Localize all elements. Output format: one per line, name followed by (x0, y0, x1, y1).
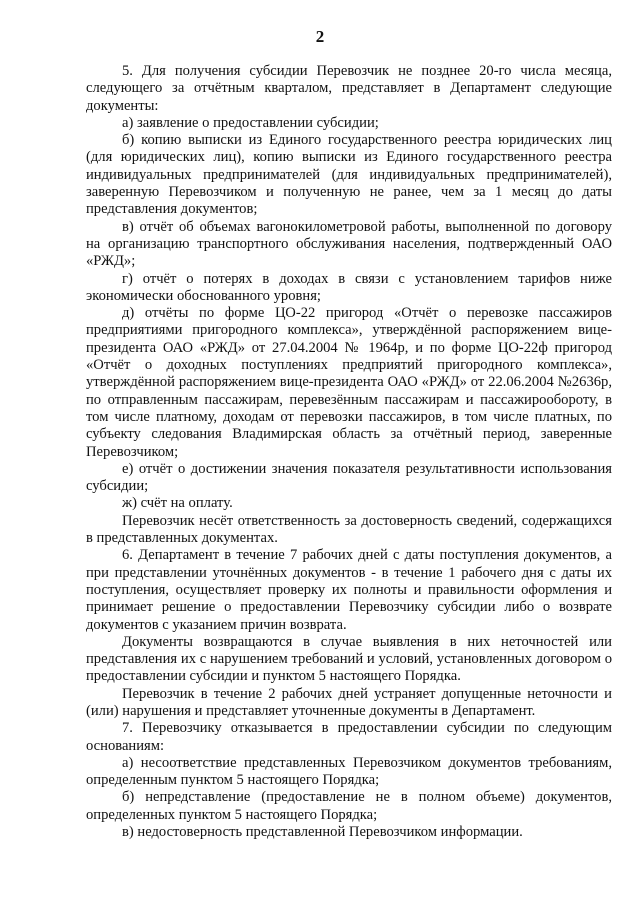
item-5a: а) заявление о предоставлении субсидии; (122, 114, 379, 131)
item-5d: д) отчёты по форме ЦО-22 пригород «Отчёт о перевозке пассажиров предприятиями пригородного комплекса», утверждённой распоряжением вице-президента ОАО «РЖД» от 27.04.2004 № 1964р, и по форме ЦО-22ф пригород «Отчёт о доходных поступлениях предприятий пригородного комплекса», утверждённой распоряжением вице-президента ОАО «РЖД» от 22.06.2004 №2636р, по отправленным пассажирам, перевезённым пассажирам и пассажирообороту, в том числе платному, доходам от перевозки пассажиров, в том числе платных, по субъекту следования Владимирская область за отчётный период, заверенные Перевозчиком; (86, 305, 612, 460)
item-5zh: ж) счёт на оплату. (122, 495, 233, 512)
paragraph-7: 7. Перевозчику отказывается в предоставлении субсидии по следующим основаниям: (86, 720, 612, 754)
item-5e: е) отчёт о достижении значения показателя результативности использования субсидии; (86, 460, 612, 495)
paragraph-5: 5. Для получения субсидии Перевозчик не позднее 20-го числа месяца, следующего за отчётным кварталом, представляет в Департамент следующие документы: (86, 63, 612, 114)
corrections-paragraph: Перевозчик в течение 2 рабочих дней устраняет допущенные неточности и (или) нарушения и представляет уточненные документы в Департамент. (86, 685, 612, 719)
paragraph-6: 6. Департамент в течение 7 рабочих дней с даты поступления документов, а при представлении уточнённых документов - в течение 1 рабочего дня с даты их поступления, осуществляет проверку их полноты и правильности оформления и принимает решение о предоставлении Перевозчику субсидии либо о возврате документов с указанием причин возврата. (86, 547, 612, 633)
item-7a: а) несоответствие представленных Перевозчиком документов требованиям, определенным пунктом 5 настоящего Порядка; (86, 754, 612, 789)
item-7b: б) непредставление (предоставление не в полном объеме) документов, определенных пунктом 5 настоящего Порядка; (86, 789, 612, 823)
item-5v: в) отчёт об объемах вагонокилометровой работы, выполненной по договору на организацию транспортного обслуживания населения, подтвержденный ОАО «РЖД»; (86, 218, 612, 270)
item-5b: б) копию выписки из Единого государственного реестра юридических лиц (для юридических лиц), копию выписки из Единого государственного реестра индивидуальных предпринимателей (для индивидуальных предпринимателей), заверенную Перевозчиком и полученную не ранее, чем за 1 месяц до даты представления документов; (86, 132, 612, 218)
document-body (86, 63, 612, 841)
responsibility-paragraph: Перевозчик несёт ответственность за достоверность сведений, содержащихся в представленных документах. (86, 512, 612, 547)
item-5g: г) отчёт о потерях в доходах в связи с установлением тарифов ниже экономически обоснованного уровня; (86, 270, 612, 304)
return-documents-paragraph: Документы возвращаются в случае выявления в них неточностей или представления их с нарушением требований и условий, установленных договором о предоставлении субсидии и пунктом 5 настоящего Порядка. (86, 633, 612, 685)
item-7v: в) недостоверность представленной Перевозчиком информации. (122, 824, 523, 841)
page-number: 2 (315, 27, 325, 46)
